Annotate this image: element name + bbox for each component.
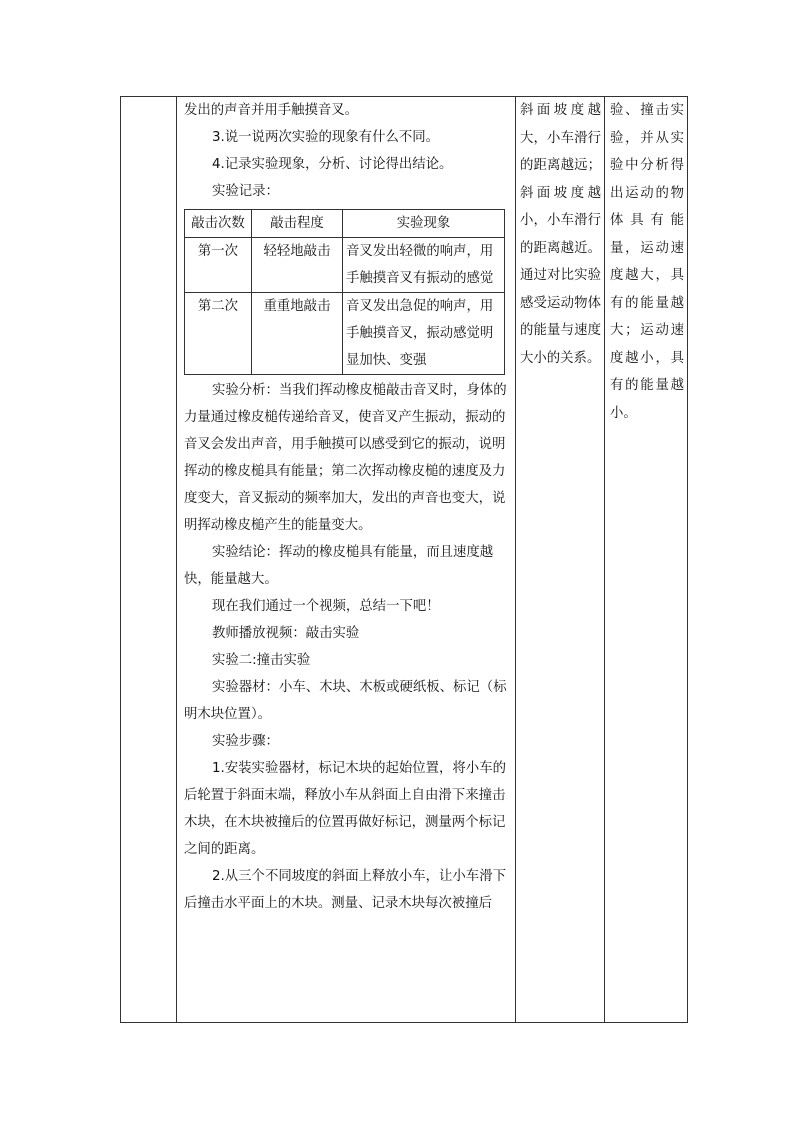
step-2: 2.从三个不同坡度的斜面上释放小车，让小车滑下 (212, 869, 506, 884)
header-cell: 实验现象 (343, 210, 505, 238)
step-2-continued: 后撞击水平面上的木块。测量、记录木块每次被撞后 (184, 896, 492, 911)
video-play: 教师播放视频：敲击实验 (212, 626, 360, 641)
experiment-record-table (184, 209, 505, 375)
text-line: 发出的声音并用手触摸音叉。 (184, 103, 359, 118)
header-cell: 敲击次数 (185, 210, 252, 238)
video-intro: 现在我们通过一个视频，总结一下吧！ (212, 599, 440, 614)
record-label: 实验记录： (212, 184, 279, 199)
header-cell: 敲击程度 (252, 210, 343, 238)
table-cell: 音叉发出急促的响声，用手触摸音叉，振动感觉明显加快、变强 (343, 293, 505, 375)
objective-column: 验、撞击实验，并从实验中分析得出运动的物体具有能量，运动速度越大，具有的能量越大；运动速度越小，具有的能量越小。 (610, 103, 684, 421)
analysis-paragraph: 实验分析：当我们挥动橡皮槌敲击音叉时，身体的力量通过橡皮槌传递给音叉，使音叉产生振动，振动的音叉会发出声音，用手触摸可以感受到它的振动，说明挥动的橡皮槌具有能量；第二次挥动橡皮槌的速度及力度变大，音叉振动的频率加大，发出的声音也变大，说明挥动橡皮槌产生的能量变大。 (184, 383, 507, 533)
table-header-row (185, 210, 505, 238)
table-cell: 轻轻地敲击 (252, 238, 343, 293)
conclusion-paragraph: 实验结论：挥动的橡皮槌具有能量，而且速度越快，能量越大。 (184, 545, 494, 587)
table-cell: 第一次 (185, 238, 252, 293)
experiment-2-materials: 实验器材：小车、木块、木板或硬纸板、标记（标明木块位置）。 (184, 680, 507, 722)
design-intent-column: 斜面坡度越大，小车滑行的距离越远；斜面坡度越小，小车滑行的距离越近。通过对比实验感受运动物体的能量与速度大小的关系。 (520, 103, 601, 366)
column-divider-3 (604, 96, 605, 1023)
table-row (185, 293, 505, 375)
step-4: 4.记录实验现象，分析、讨论得出结论。 (212, 157, 453, 172)
teaching-process-column (184, 97, 510, 917)
table-cell: 第二次 (185, 293, 252, 375)
table-cell: 音叉发出轻微的响声，用手触摸音叉有振动的感觉 (343, 238, 505, 293)
experiment-2-title: 实验二:撞击实验 (212, 653, 311, 668)
step-3: 3.说一说两次实验的现象有什么不同。 (212, 130, 440, 145)
column-divider-2 (515, 96, 516, 1023)
step-1: 1.安装实验器材，标记木块的起始位置，将小车的后轮置于斜面末端，释放小车从斜面上自由滑下来撞击木块，在木块被撞后的位置再做好标记，测量两个标记之间的距离。 (184, 761, 506, 857)
column-divider-1 (176, 96, 177, 1023)
table-cell: 重重地敲击 (252, 293, 343, 375)
table-row (185, 238, 505, 293)
experiment-2-steps-label: 实验步骤： (212, 734, 279, 749)
